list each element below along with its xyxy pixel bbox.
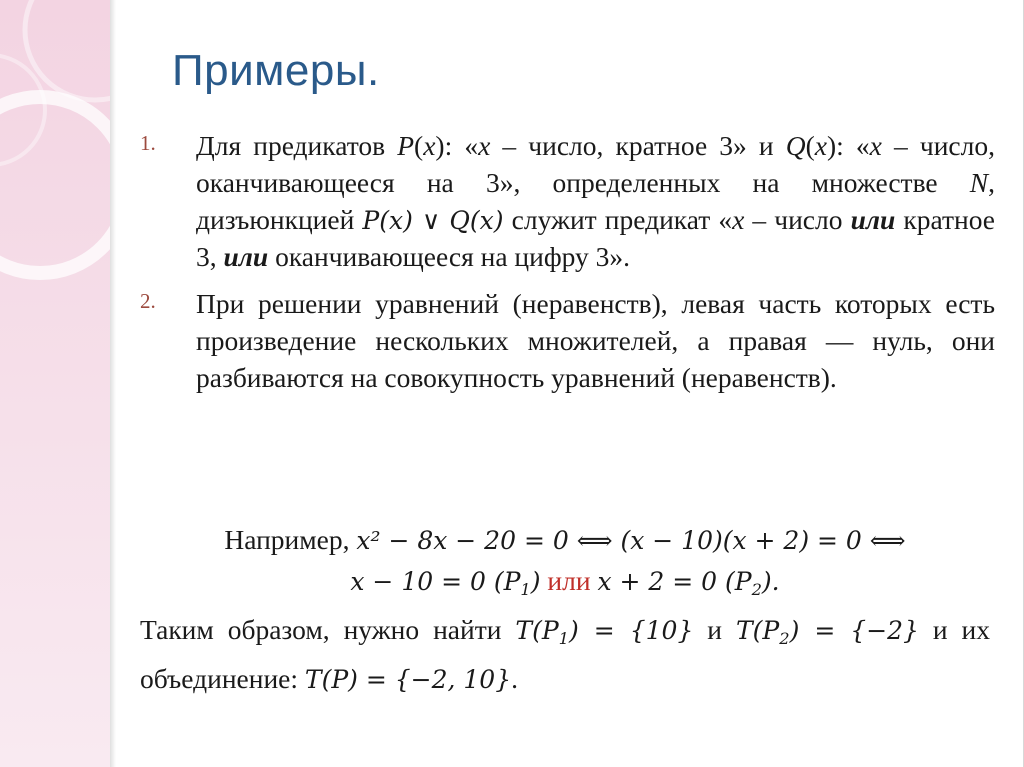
conclusion-part-3: и их объединение:: [140, 614, 991, 694]
text-segment: P: [397, 130, 415, 161]
text-segment: ): «: [435, 130, 479, 161]
text-segment: x: [478, 130, 491, 161]
slide-title: Примеры.: [172, 46, 380, 95]
text-segment: x: [869, 130, 882, 161]
conclusion-part-1: Таким образом, нужно найти: [140, 614, 516, 645]
text-segment: – число, кратное 3» и: [490, 130, 786, 161]
text-segment: , дизъюнкцией: [196, 166, 995, 235]
band-shadow: [110, 0, 116, 767]
example-line-1: [140, 520, 990, 561]
example-intro: Например,: [224, 524, 357, 555]
text-segment: x: [732, 203, 745, 235]
conclusion-text: [140, 610, 990, 700]
text-segment: или: [223, 241, 269, 273]
item-2-text: [196, 286, 995, 396]
example-block: [140, 520, 990, 610]
text-segment: или: [850, 203, 896, 235]
examples-list: [140, 128, 995, 407]
math-T-P1: $T(P_1) = \{10\}$: [515, 616, 694, 648]
math-T-P: T(P) = {−2, 10}: [304, 664, 512, 694]
decorative-side-band: [0, 0, 110, 767]
text-segment: P(x) ∨ Q(x): [362, 205, 504, 235]
or-word: или: [540, 565, 598, 596]
item-1-text: [196, 128, 995, 276]
text-segment: – число, оканчивающееся на 3», определенных на множестве: [196, 130, 995, 198]
equation-1: x² − 8x − 20 = 0 ⟺ (x − 10)(x + 2) = 0 ⟺: [356, 526, 906, 555]
text-segment: – число: [744, 203, 851, 235]
text-segment: (: [805, 130, 815, 161]
text-segment: Для предикатов: [196, 130, 398, 161]
text-segment: Q: [785, 130, 806, 161]
equation-2a: x − 10 = 0 $(P_1)$: [350, 567, 541, 599]
list-number-1: 1.: [140, 131, 156, 155]
math-T-P2: $T(P_2) = \{-2\}$: [735, 616, 919, 648]
decorative-circles: [0, 0, 110, 767]
text-segment: x: [814, 130, 827, 161]
conclusion-part-4: .: [511, 662, 518, 694]
text-segment: N: [969, 166, 989, 198]
text-segment: кратное 3,: [196, 203, 995, 273]
equation-2b: x + 2 = 0 $(P_2)$.: [597, 567, 780, 599]
text-segment: служит предикат «: [503, 203, 733, 235]
text-segment: (: [414, 130, 424, 161]
example-line-2: [140, 561, 990, 610]
text-segment: x: [423, 130, 436, 161]
text-segment: ): «: [827, 130, 870, 161]
list-item-1: [140, 128, 995, 276]
text-segment: При решении уравнений (неравенств), левая часть которых есть произведение нескольких множителей, а правая — нуль, они разбиваются на совокупность уравнений (неравенств).: [196, 288, 995, 393]
conclusion-part-2: и: [693, 614, 736, 645]
text-segment: оканчивающееся на цифру 3».: [268, 241, 631, 273]
list-item-2: [140, 286, 995, 396]
list-number-2: 2.: [140, 289, 156, 314]
